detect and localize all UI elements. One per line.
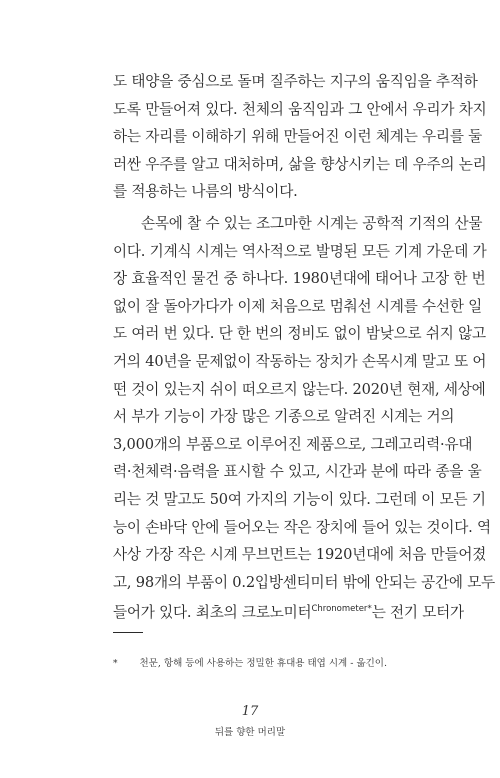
text-line-with-note xyxy=(113,596,464,624)
text-line: 도록 만들어져 있다. 천체의 움직임과 그 안에서 우리가 차지 xyxy=(113,100,487,118)
footnote-text: 천문, 항해 등에 사용하는 정밀한 휴대용 태엽 시계 - 옮긴이. xyxy=(139,658,387,669)
text-line: 3,000개의 부품으로 이루어진 제품으로, 그레고리력·유대 xyxy=(113,435,473,453)
text-line: 장 효율적인 물건 중 하나다. 1980년대에 태어나 고장 한 번 xyxy=(113,270,486,288)
text-line: 를 적용하는 나름의 방식이다. xyxy=(113,183,298,201)
text-line: 러싼 우주를 알고 대처하며, 삶을 향상시키는 데 우주의 논리 xyxy=(113,155,487,173)
page-number: 17 xyxy=(241,704,259,719)
text-line: 떤 것이 있는지 쉬이 떠오르지 않는다. 2020년 현재, 세상에 xyxy=(113,380,486,398)
footnote xyxy=(113,655,387,669)
text-line: 도 태양을 중심으로 돌며 질주하는 지구의 움직임을 추적하 xyxy=(113,73,478,90)
text-segment: 들어가 있다. 최초의 크로노미터 xyxy=(113,604,312,622)
text-line: 하는 자리를 이해하기 위해 만들어진 이런 체계는 우리를 둘 xyxy=(113,128,483,146)
text-line: 이다. 기계식 시계는 역사적으로 발명된 모든 기계 가운데 가 xyxy=(113,242,487,260)
footnote-divider xyxy=(113,632,143,633)
paragraph-start-line: 손목에 찰 수 있는 조그마한 시계는 공학적 기적의 산물 xyxy=(141,214,483,232)
text-line: 력·천체력·음력을 표시할 수 있고, 시간과 분에 따라 종을 울 xyxy=(113,463,482,481)
text-line: 거의 40년을 문제없이 작동하는 장치가 손목시계 말고 또 어 xyxy=(113,352,487,370)
note-reference-mark: * xyxy=(367,604,372,615)
text-line: 사상 가장 작은 시계 무브먼트는 1920년대에 처음 만들어졌 xyxy=(113,546,487,564)
text-line: 리는 것 말고도 50여 가지의 기능이 있다. 그런데 이 모든 기 xyxy=(113,490,486,508)
running-title: 뒤를 향한 머리말 xyxy=(214,727,286,738)
text-line: 서 부가 기능이 가장 많은 기종으로 알려진 시계는 거의 xyxy=(113,408,455,426)
body-text xyxy=(113,68,496,624)
text-line: 고, 98개의 부품이 0.2입방센티미터 밖에 안되는 공간에 모두 xyxy=(113,573,496,591)
text-line: 없이 잘 돌아가다가 이제 처음으로 멈춰선 시계를 수선한 일 xyxy=(113,297,483,315)
chronometer-label: Chronometer xyxy=(311,604,368,615)
chronometer-superscript xyxy=(311,604,371,614)
footnote-mark: * xyxy=(113,659,118,669)
text-line: 도 여러 번 있다. 단 한 번의 정비도 없이 밤낮으로 쉬지 않고 xyxy=(113,325,486,343)
text-line: 능이 손바닥 안에 들어오는 작은 장치에 들어 있는 것이다. 역 xyxy=(113,518,491,536)
text-segment: 는 전기 모터가 xyxy=(371,604,464,622)
